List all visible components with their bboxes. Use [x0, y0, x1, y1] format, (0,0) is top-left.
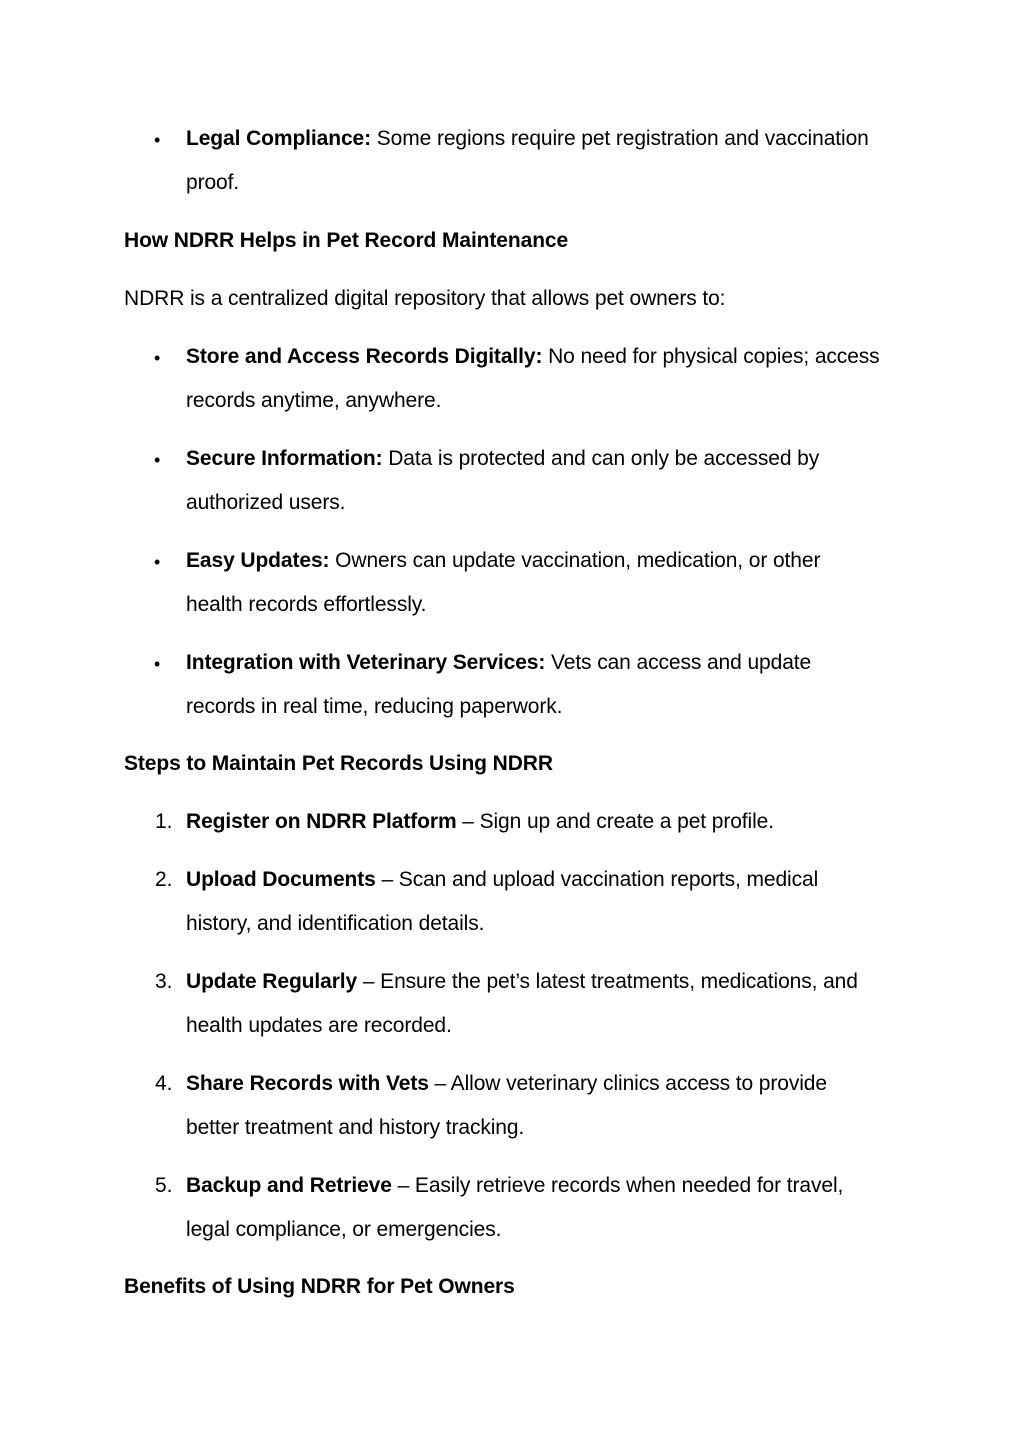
step-register	[186, 809, 774, 835]
bullet-marker: •	[154, 450, 161, 470]
list-item-text: Data is protected and can only be accessed by	[382, 447, 820, 470]
section-heading-how-ndrr-helps: How NDRR Helps in Pet Record Maintenance	[124, 229, 569, 252]
step-bold-label: Backup and Retrieve	[186, 1174, 392, 1197]
step-text: – Ensure the pet’s latest treatments, medications, and	[357, 970, 858, 993]
list-item-continuation: authorized users.	[186, 491, 346, 514]
step-update-regularly	[186, 969, 858, 995]
list-item-bold-label: Store and Access Records Digitally:	[186, 345, 543, 368]
list-item-legal-compliance	[186, 126, 869, 152]
section-heading-steps: Steps to Maintain Pet Records Using NDRR	[124, 752, 553, 775]
step-share-records	[186, 1071, 827, 1097]
list-item-bold-label: Secure Information:	[186, 447, 383, 470]
list-item-continuation: records in real time, reducing paperwork.	[186, 695, 563, 718]
step-continuation: health updates are recorded.	[186, 1014, 452, 1037]
bullet-marker: •	[154, 348, 161, 368]
step-backup-retrieve	[186, 1173, 843, 1199]
list-item-bold-label: Legal Compliance:	[186, 127, 372, 150]
step-bold-label: Update Regularly	[186, 970, 358, 993]
step-number: 5.	[155, 1174, 173, 1197]
step-bold-label: Share Records with Vets	[186, 1072, 429, 1095]
section-heading-benefits: Benefits of Using NDRR for Pet Owners	[124, 1275, 515, 1298]
list-item-bold-label: Easy Updates:	[186, 549, 330, 572]
list-item-integration-vet	[186, 650, 811, 676]
step-text: – Sign up and create a pet profile.	[456, 810, 774, 833]
list-item-continuation: proof.	[186, 171, 240, 194]
step-number: 3.	[155, 970, 173, 993]
step-upload-documents	[186, 867, 818, 893]
list-item-bold-label: Integration with Veterinary Services:	[186, 651, 546, 674]
bullet-marker: •	[154, 654, 161, 674]
list-item-continuation: records anytime, anywhere.	[186, 389, 442, 412]
step-continuation: history, and identification details.	[186, 912, 485, 935]
step-bold-label: Register on NDRR Platform	[186, 810, 457, 833]
list-item-text: Owners can update vaccination, medication, or other	[329, 549, 821, 572]
list-item-continuation: health records effortlessly.	[186, 593, 427, 616]
list-item-easy-updates	[186, 548, 820, 574]
step-number: 1.	[155, 810, 173, 833]
step-text: – Allow veterinary clinics access to provide	[428, 1072, 827, 1095]
step-continuation: legal compliance, or emergencies.	[186, 1218, 502, 1241]
list-item-secure-information	[186, 446, 819, 472]
list-item-text: Some regions require pet registration and vaccination	[371, 127, 869, 150]
bullet-marker: •	[154, 130, 161, 150]
step-bold-label: Upload Documents	[186, 868, 376, 891]
list-item-text: Vets can access and update	[545, 651, 812, 674]
list-item-store-access	[186, 344, 880, 370]
step-text: – Easily retrieve records when needed for travel,	[391, 1174, 844, 1197]
intro-paragraph: NDRR is a centralized digital repository that allows pet owners to:	[124, 287, 726, 310]
step-number: 2.	[155, 868, 173, 891]
step-number: 4.	[155, 1072, 173, 1095]
bullet-marker: •	[154, 552, 161, 572]
step-continuation: better treatment and history tracking.	[186, 1116, 525, 1139]
step-text: – Scan and upload vaccination reports, medical	[375, 868, 819, 891]
list-item-text: No need for physical copies; access	[542, 345, 880, 368]
